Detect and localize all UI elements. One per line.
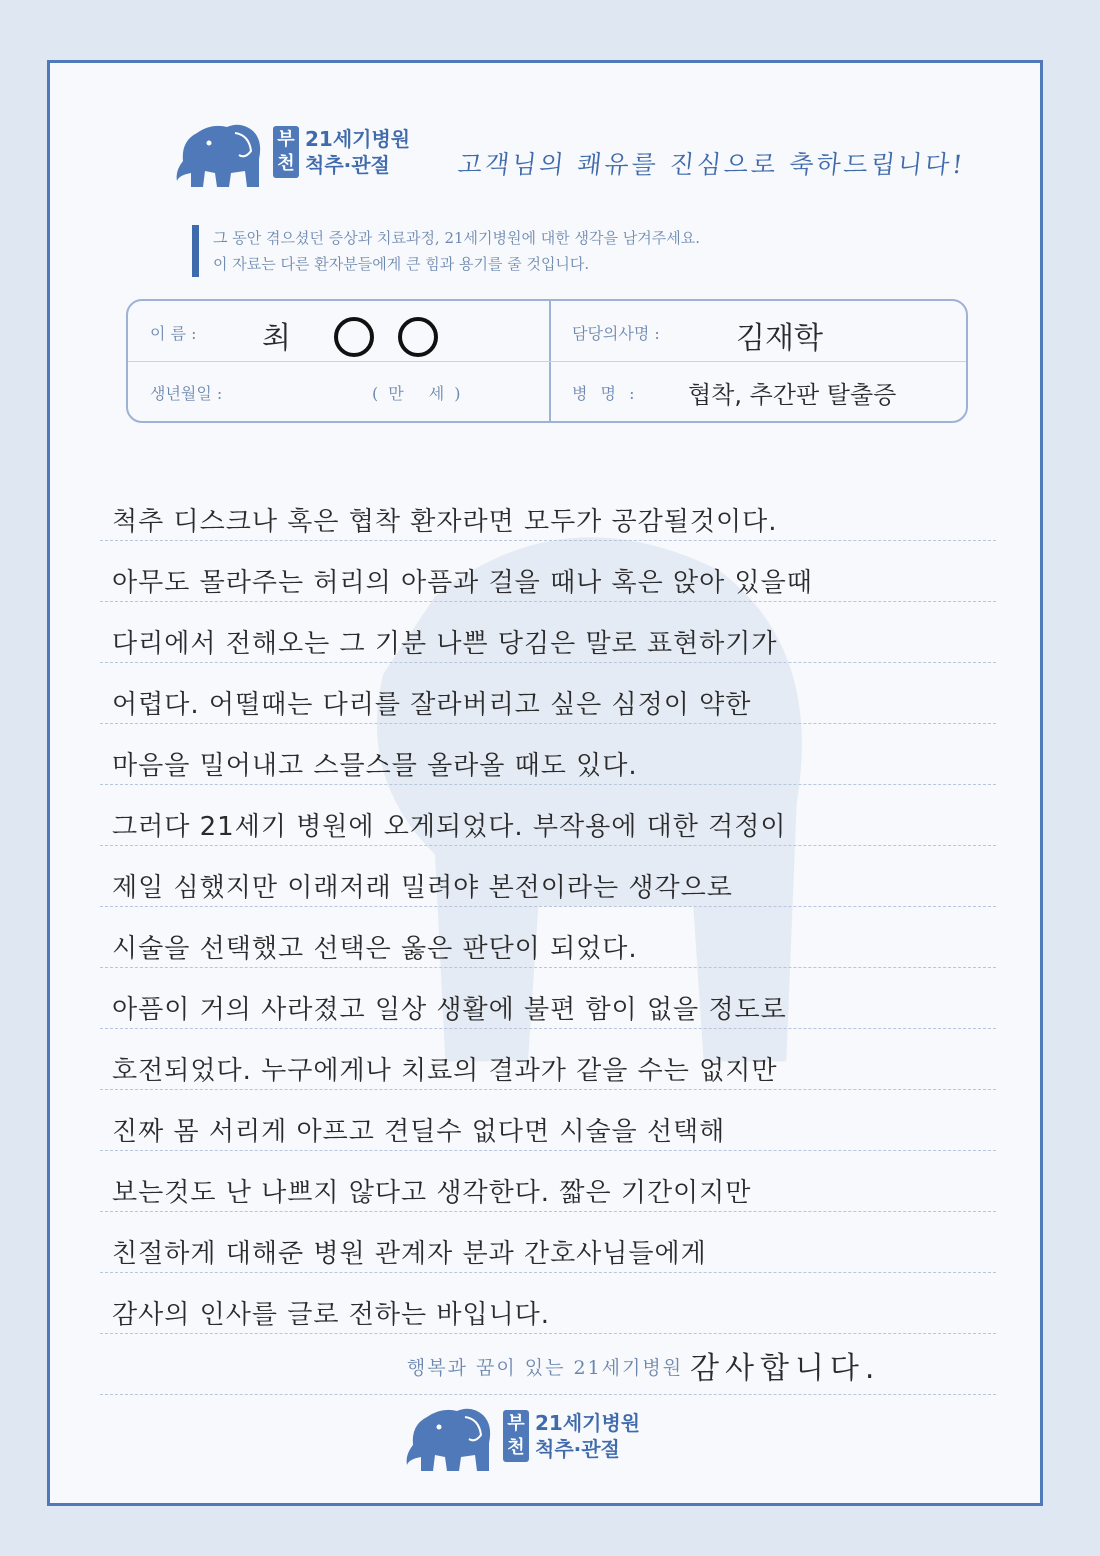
doctor-value: 김재학 xyxy=(736,321,823,356)
hospital-name-line1: 21세기병원 xyxy=(305,127,411,151)
hospital-name xyxy=(535,1410,640,1462)
ruled-line xyxy=(100,723,996,724)
ruled-line xyxy=(100,784,996,785)
ruled-line xyxy=(100,845,996,846)
letter-closing: 감사합니다. xyxy=(690,1351,881,1386)
notice-line-2: 이 자료는 다른 환자분들에게 큰 힘과 용기를 줄 것입니다. xyxy=(213,255,590,273)
elephant-logo-icon xyxy=(175,115,267,189)
letter-line: 보는것도 난 나쁘지 않다고 생각한다. 짧은 기간이지만 xyxy=(112,1178,752,1208)
letter-line: 시술을 선택했고 선택은 옳은 판단이 되었다. xyxy=(112,934,638,964)
letter-line: 제일 심했지만 이래저래 밀려야 본전이라는 생각으로 xyxy=(112,873,733,903)
notice-line-1: 그 동안 겪으셨던 증상과 치료과정, 21세기병원에 대한 생각을 남겨주세요. xyxy=(213,229,700,247)
ruled-line xyxy=(100,967,996,968)
ruled-line xyxy=(100,1211,996,1212)
birthdate-label: 생년월일 : xyxy=(150,384,223,403)
name-label: 이 름 : xyxy=(150,324,197,343)
letter-line: 다리에서 전해오는 그 기분 나쁜 당김은 말로 표현하기가 xyxy=(112,629,778,659)
letter-line: 호전되었다. 누구에게나 치료의 결과가 같을 수는 없지만 xyxy=(112,1056,778,1086)
hospital-name xyxy=(305,126,410,178)
badge-bottom-char: 천 xyxy=(277,153,295,174)
footer-hospital-logo xyxy=(405,1399,640,1473)
ruled-line xyxy=(100,1333,996,1334)
name-redaction-circle-1 xyxy=(334,317,374,357)
ruled-line xyxy=(100,662,996,663)
bucheon-badge xyxy=(503,1410,529,1462)
letter-line: 감사의 인사를 글로 전하는 바입니다. xyxy=(112,1300,551,1330)
badge-bottom-char: 천 xyxy=(507,1437,525,1458)
ruled-line xyxy=(100,1028,996,1029)
info-divider-horizontal xyxy=(128,361,966,362)
ruled-line xyxy=(100,1089,996,1090)
hospital-name-line1: 21세기병원 xyxy=(535,1411,641,1435)
letter-line: 척추 디스크나 혹은 협착 환자라면 모두가 공감될것이다. xyxy=(112,507,778,537)
badge-top-char: 부 xyxy=(507,1413,525,1434)
patient-info-box xyxy=(126,299,968,423)
badge-top-char: 부 xyxy=(277,129,295,150)
letter-line: 마음을 밀어내고 스믈스믈 올라올 때도 있다. xyxy=(112,751,638,781)
slogan: 고객님의 쾌유를 진심으로 축하드립니다! xyxy=(456,150,967,179)
name-value: 최 xyxy=(262,321,291,356)
elephant-logo-icon xyxy=(405,1399,497,1473)
letter-line: 아픔이 거의 사라졌고 일상 생활에 불편 함이 없을 정도로 xyxy=(112,995,787,1025)
name-redaction-circle-2 xyxy=(398,317,438,357)
age-label: (만 세) xyxy=(372,384,471,403)
testimonial-form xyxy=(47,60,1043,1506)
ruled-line xyxy=(100,540,996,541)
instruction-notice xyxy=(192,225,700,277)
ruled-line xyxy=(100,1394,996,1395)
hospital-logo xyxy=(175,115,410,189)
bucheon-badge xyxy=(273,126,299,178)
letter-line: 친절하게 대해준 병원 관계자 분과 간호사님들에게 xyxy=(112,1239,707,1269)
diagnosis-label: 병 명 : xyxy=(572,384,639,403)
ruled-line xyxy=(100,1150,996,1151)
ruled-line xyxy=(100,906,996,907)
letter-line: 진짜 몸 서리게 아프고 견딜수 없다면 시술을 선택해 xyxy=(112,1117,726,1147)
footer-tagline: 행복과 꿈이 있는 21세기병원 xyxy=(406,1357,684,1379)
diagnosis-value: 협착, 추간판 탈출증 xyxy=(688,381,897,409)
ruled-line xyxy=(100,601,996,602)
letter-line: 아무도 몰라주는 허리의 아픔과 걸을 때나 혹은 앉아 있을때 xyxy=(112,568,813,598)
letter-line: 그러다 21세기 병원에 오게되었다. 부작용에 대한 걱정이 xyxy=(112,812,787,842)
ruled-line xyxy=(100,1272,996,1273)
hospital-name-line2: 척추·관절 xyxy=(535,1437,620,1461)
hospital-name-line2: 척추·관절 xyxy=(305,153,390,177)
doctor-label: 담당의사명 : xyxy=(572,324,660,343)
letter-line: 어렵다. 어떨때는 다리를 잘라버리고 싶은 심정이 약한 xyxy=(112,690,752,720)
